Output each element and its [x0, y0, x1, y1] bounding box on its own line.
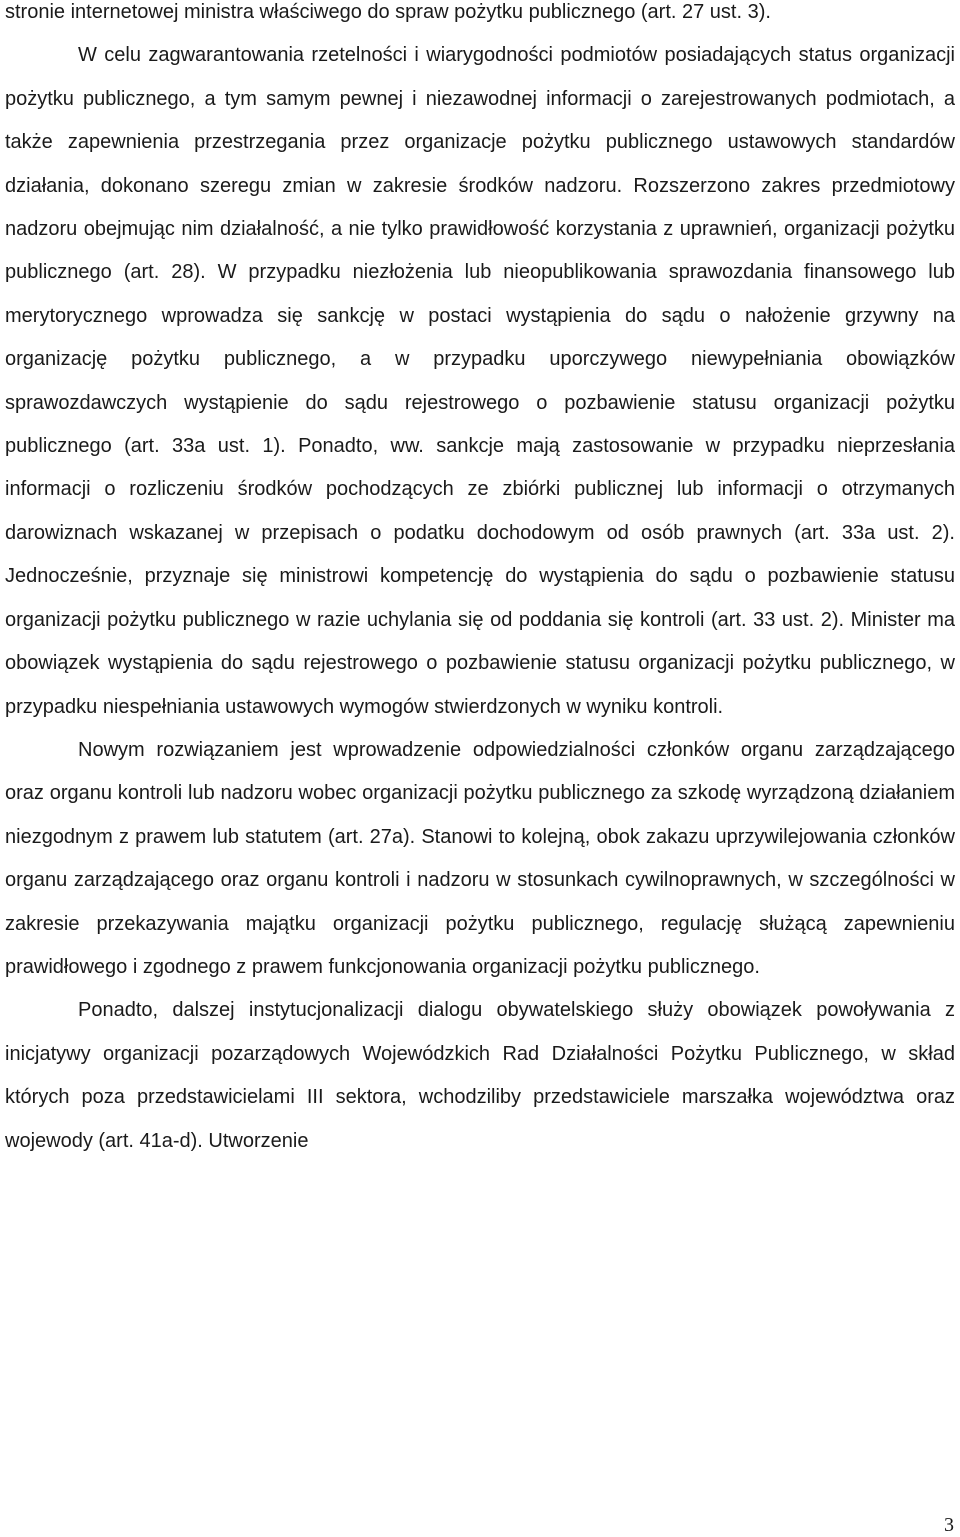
paragraph-voivodeship-councils: Ponadto, dalszej instytucjonalizacji dialogu obywatelskiego służy obowiązek powoływania z inicjatywy organizacji pozarządowych Wojewódzkich Rad Działalności Pożytku Publicznego, w skład których poza przedstawicielami III sektora, wchodziliby przedstawiciele marszałka województwa oraz wojewody (art. 41a-d). Utworzenie: [5, 999, 955, 1152]
paragraph-liability: Nowym rozwiązaniem jest wprowadzenie odpowiedzialności członków organu zarządzającego oraz organu kontroli lub nadzoru wobec organizacji pożytku publicznego za szkodę wyrządzoną działaniem niezgodnym z prawem lub statutem (art. 27a). Stanowi to kolejną, obok zakazu uprzywilejowania członków organu zarządzającego oraz organu kontroli i nadzoru w stosunkach cywilnoprawnych, w szczególności w zakresie przekazywania majątku organizacji pożytku publicznego, regulację służącą zapewnieniu prawidłowego i zgodnego z prawem funkcjonowania organizacji pożytku publicznego.: [5, 738, 955, 978]
page-number: 3: [944, 1514, 954, 1536]
paragraph-continuation: stronie internetowej ministra właściwego do spraw pożytku publicznego (art. 27 ust. 3).: [5, 1, 771, 23]
document-page: [5, 0, 955, 1163]
paragraph-supervision-measures: W celu zagwarantowania rzetelności i wiarygodności podmiotów posiadających status organizacji pożytku publicznego, a tym samym pewnej i niezawodnej informacji o zarejestrowanych podmiotach, a także zapewnienia przestrzegania przez organizacje pożytku publicznego ustawowych standardów działania, dokonano szeregu zmian w zakresie środków nadzoru. Rozszerzono zakres przedmiotowy nadzoru obejmując nim działalność, a nie tylko prawidłowość korzystania z uprawnień, organizacji pożytku publicznego (art. 28). W przypadku niezłożenia lub nieopublikowania sprawozdania finansowego lub merytorycznego wprowadza się sankcję w postaci wystąpienia do sądu o nałożenie grzywny na organizację pożytku publicznego, a w przypadku uporczywego niewypełniania obowiązków sprawozdawczych wystąpienie do sądu rejestrowego o pozbawienie statusu organizacji pożytku publicznego (art. 33a ust. 1). Ponadto, ww. sankcje mają zastosowanie w przypadku nieprzesłania informacji o rozliczeniu środków pochodzących ze zbiórki publicznej lub informacji o otrzymanych darowiznach wskazanej w przepisach o podatku dochodowym od osób prawnych (art. 33a ust. 2). Jednocześnie, przyznaje się ministrowi kompetencję do wystąpienia do sądu o pozbawienie statusu organizacji pożytku publicznego w razie uchylania się od poddania się kontroli (art. 33 ust. 2). Minister ma obowiązek wystąpienia do sądu rejestrowego o pozbawienie statusu organizacji pożytku publicznego, w przypadku niespełniania ustawowych wymogów stwierdzonych w wyniku kontroli.: [5, 44, 955, 718]
